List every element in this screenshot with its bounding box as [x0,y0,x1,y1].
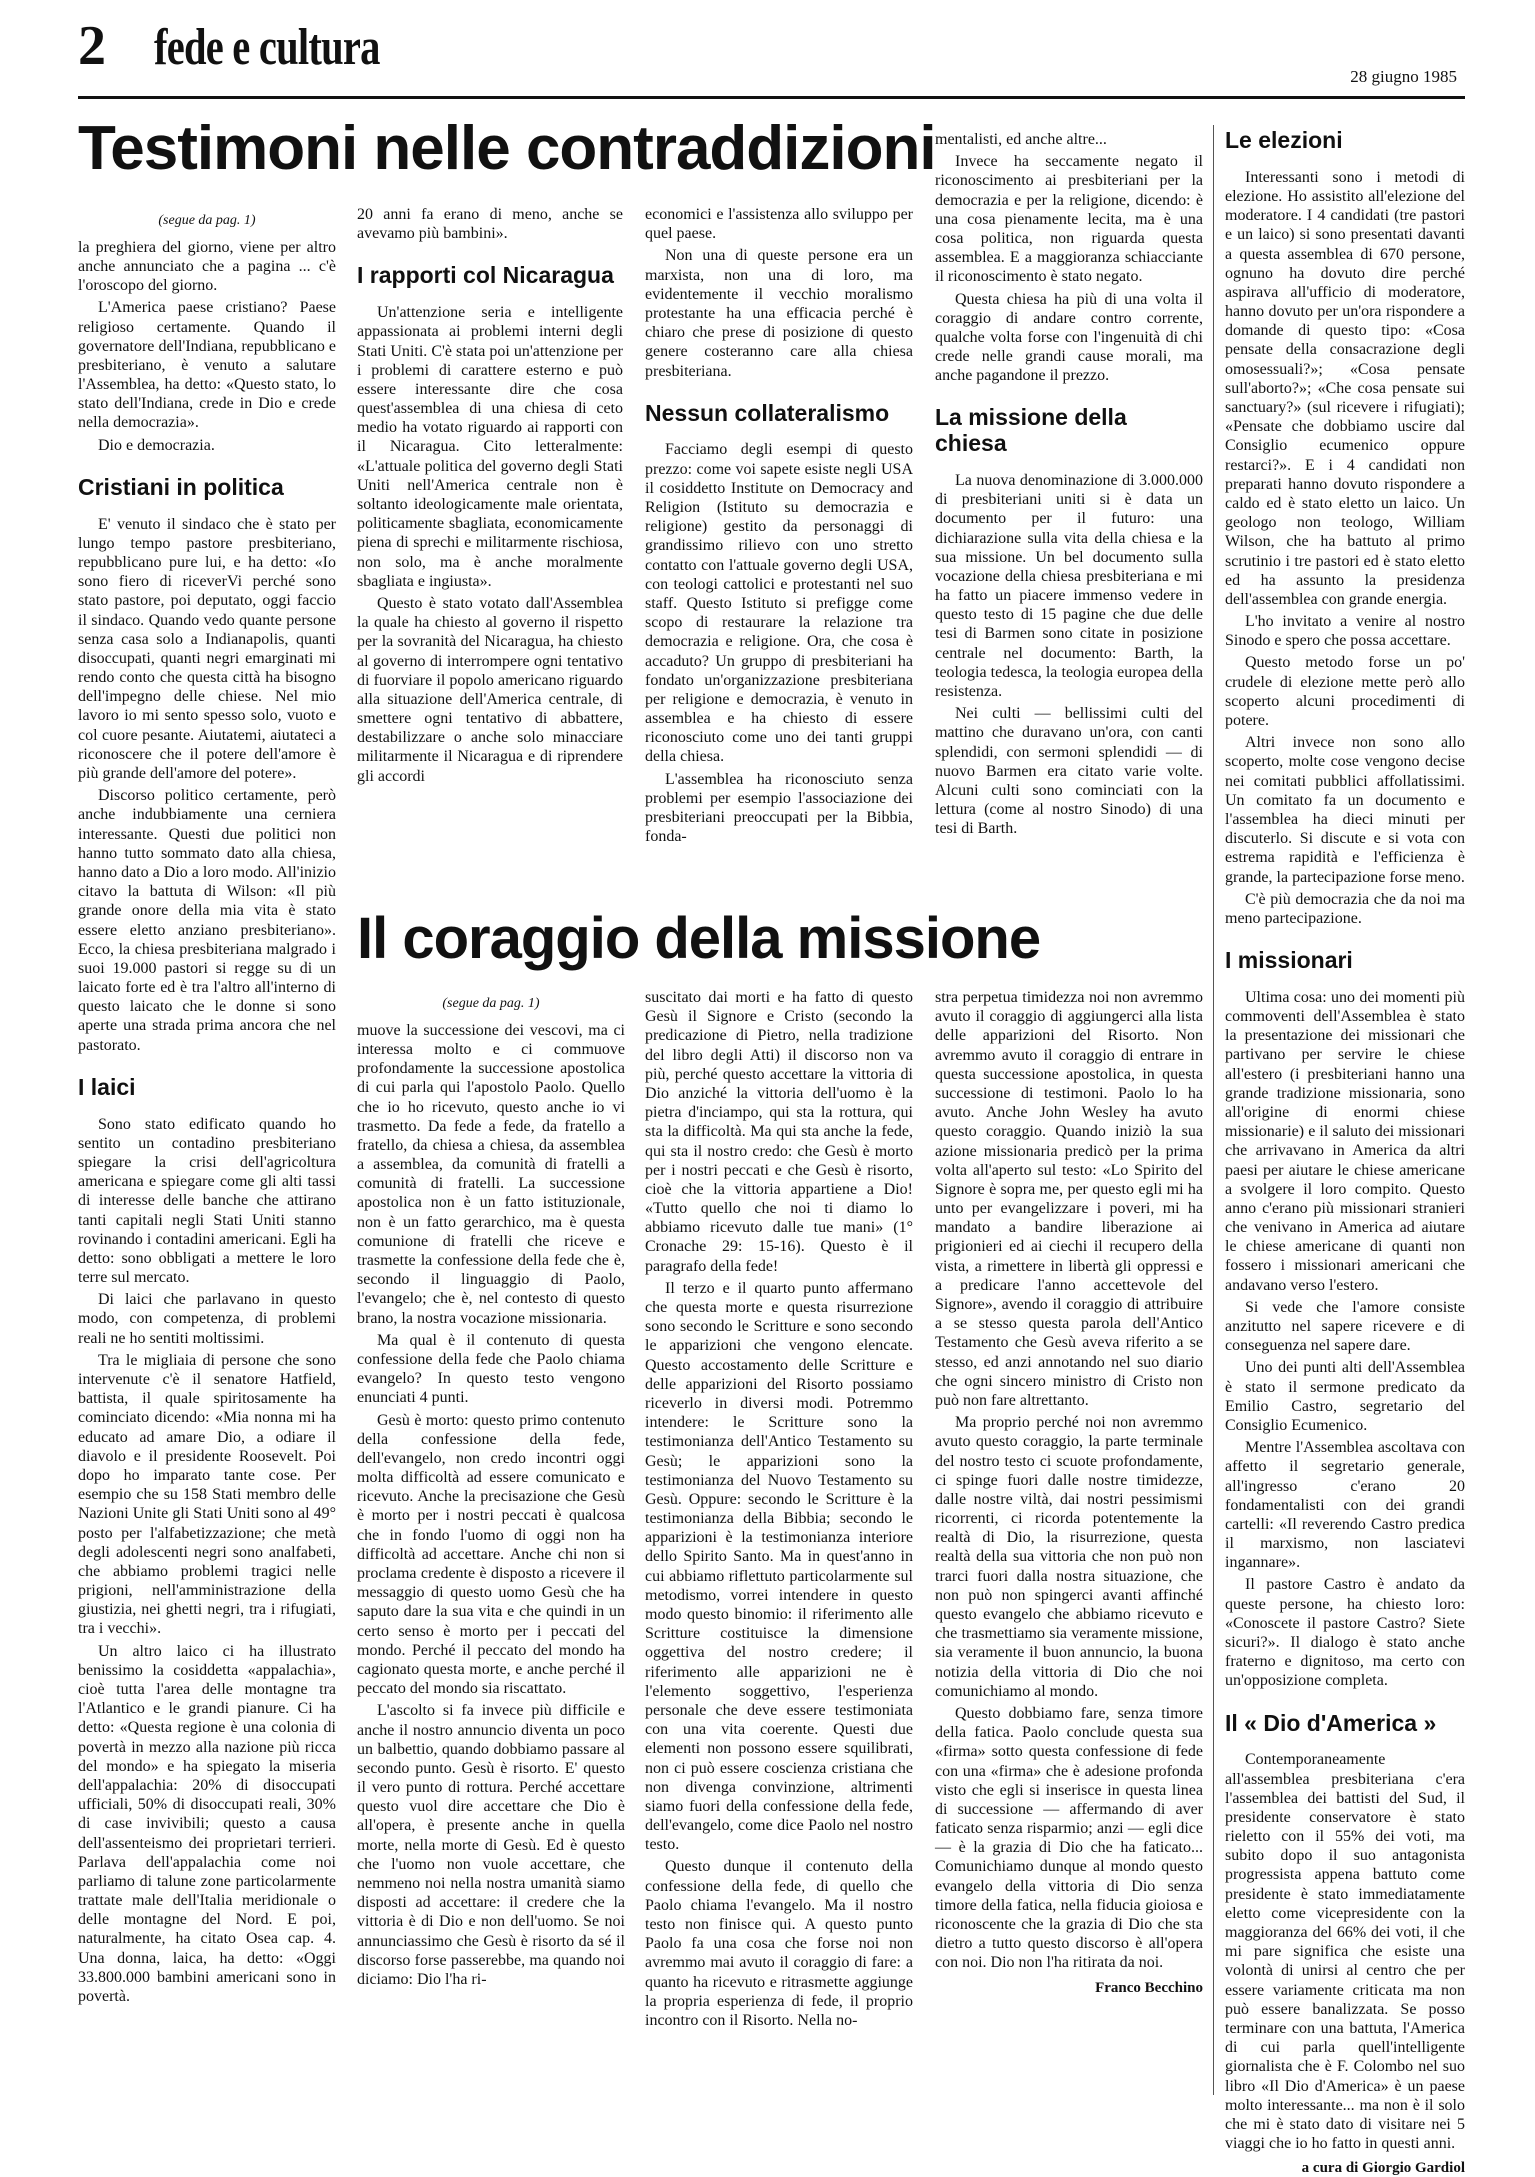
paragraph: Uno dei punti alti dell'Assemblea è stato il sermone predicato da Emilio Castro, segretario del Consiglio Ecumenico. [1225,1359,1465,1434]
signature: a cura di Giorgio Gardiol [1301,2160,1465,2177]
paragraph: Dio e democrazia. [98,436,215,454]
paragraph: Ma proprio perché noi non avremmo avuto questo coraggio, la parte terminale del nostro testo ci scuote profondamente, ci spinge fuori dalle nostre timidezze, dalle nostre viltà, dai nostri pessimismi ricorrenti, ci ricorda potentemente la realtà di Dio, la risurrezione, questa realtà della sua vittoria che non può non trarci fuori dalla nostra situazione, che non può non spingerci avanti affinché questo evangelo che abbiamo ricevuto e che trasmettiamo sia veramente missione, sia veramente il buon annuncio, la buona notizia della vittoria di Dio che noi comunichiamo al mondo. [935,1414,1203,1700]
subheading: I missionari [1225,947,1353,974]
paragraph: Discorso politico certamente, però anche indubbiamente una cerniera interessante. Questi due politici non hanno tutto sommato dato alla chiesa, hanno dato a Dio a loro modo. All'inizio citavo la battuta di Wilson: «Il più grande onore della mia vita è stato essere eletto anziano presbiteriano». Ecco, la chiesa presbiteriana malgrado i suoi 19.000 pastori si regge su di un laicato forte ed è tra l'altro all'interno di questo laicato che le donne si sono aperte una strada prima ancora che nel pastorato. [78,787,336,1054]
article1-headline: Testimoni nelle contraddizioni [78,114,936,183]
paragraph: stra perpetua timidezza noi non avremmo avuto il coraggio di aggiungerci alla lista delle apparizioni del Risorto. Non avremmo avuto il coraggio di entrare in questa successione apostolica, in questa successione di testimoni. Paolo lo ha avuto. Anche John Wesley ha avuto questo coraggio. Quando iniziò la sua azione missionaria predicò per la prima volta all'aperto sul testo: «Lo Spirito del Signore è sopra me, per questo egli mi ha unto per evangelizzare i poveri, mi ha mandato a bandire liberazione ai prigionieri ed ai ciechi il recupero della vista, a rimettere in libertà gli oppressi e a predicare l'anno accettevole del Signore», avendo il coraggio di attribuire a se stesso questa parola dell'Antico Testamento che Gesù aveva riferito a se stesso, ed anzi annotando nel suo diario che ogni sincero ministro di Cristo non può non fare altrettanto. [935,989,1203,1409]
paragraph: Interessanti sono i metodi di elezione. Ho assistito all'elezione del moderatore. I 4 candidati (tre pastori e un laico) si sono presentati davanti a questa assemblea di 670 persone, ognuno ha dovuto dire perché aspirava all'ufficio di moderatore, hanno dovuto per un'ora rispondere a domande di questo tipo: «Cosa pensate della consacrazione degli omosessuali?»; «Cosa pensate sull'aborto?»; «Che cosa pensate sui sanctuary?» (sul ricevere i rifugiati); «Pensate che dobbiamo uscire dal Consiglio ecumenico oppure restarci?». E i 4 candidati non preparati hanno dovuto rispondere a caldo ed è stato eletto un laico. Un geologo non teologo, William Wilson, che ha battuto al primo scrutinio i tre pastori ed è stato eletto ed ha assunto la presidenza dell'assemblea con grande energia. [1225,168,1465,608]
paragraph: suscitato dai morti e ha fatto di questo Gesù il Signore e Cristo (secondo la predicazione di Pietro, nella tradizione del libro degli Atti) il discorso non va più, perché questo accettare la vittoria di Dio anziché la vittoria dell'uomo è la pietra d'inciampo, qui sta la rottura, qui sta la difficoltà. Ma qui sta anche la fede, qui sta il nostro credo: che Gesù è morto per i nostri peccati e che Gesù è risorto, cioè che la vittoria appartiene a Dio! «Tutto quello che noi ti diamo lo abbiamo ricevuto dalle tue mani» (1° Cronache 29: 15-16). Questo è il paragrafo della fede! [645,989,913,1275]
paragraph: Gesù è morto: questo primo contenuto della confessione della fede, dell'evangelo, non credo incontri oggi molta difficoltà ad essere comunicato e ricevuto. Anche la precisazione che Gesù è morto per i nostri peccati è qualcosa che in fondo l'uomo di oggi non ha difficoltà ad accettare. Anche chi non si proclama credente è disposto a ricevere il messaggio di questo uomo Gesù che ha saputo dare la sua vita e che quindi in un certo senso è morto per i peccati del mondo. Perché il peccato del mondo ha cagionato questa morte, e anche perché il peccato del mondo sia riscattato. [357,1411,625,1698]
subheading: La missione della chiesa [935,404,1127,457]
continued-note: (segue da pag. 1) [158,213,256,228]
paragraph: Mentre l'Assemblea ascoltava con affetto il segretario generale, all'ingresso c'erano 20 fondamentalisti con dei grandi cartelli: «Il reverendo Castro predica il marxismo, non lasciatevi ingannare». [1225,1439,1465,1572]
paragraph: muove la successione dei vescovi, ma ci interessa molto e ci commuove profondamente la successione apostolica di cui parla qui l'apostolo Paolo. Quello che io ho ricevuto, questo anche io vi trasmetto. Da fede a fede, da fratello a fratello, da chiesa a chiesa, da assemblea a assemblea, da comunità di fratelli a comunità di fratelli. La successione apostolica non è un fatto istituzionale, non è un fatto gerarchico, ma è questa comunione di fratelli che riceve e trasmette la confessione della fede che è, secondo il linguaggio di Paolo, l'evangelo; che è, nel contesto di questo brano, la nostra vocazione missionaria. [357,1021,625,1327]
article2-headline: Il coraggio della missione [357,906,1041,971]
page-number: 2 [78,15,106,77]
subheading: Le elezioni [1225,127,1343,153]
subheading: Nessun collateralismo [645,399,890,426]
section-title: fede e cultura [154,19,380,76]
paragraph: L'ho invitato a venire al nostro Sinodo e spero che possa accettare. [1225,613,1465,650]
paragraph: Un altro laico ci ha illustrato benissimo la cosiddetta «appalachia», cioè tutta l'area delle montagne tra l'Atlantico e le grandi pianure. Ci ha detto: «Questa regione è una colonia di povertà in mezzo alla nazione più ricca del mondo» e ha spiegato la miseria dell'appalachia: 20% di disoccupati ufficiali, 50% di disoccupati reali, 30% di case invivibili; questo a causa dell'assenteismo dei proprietari terrieri. Parlava dell'appalachia come noi parliamo di talune zone particolarmente trattate male dell'Italia meridionale o delle montagne del Nord. E poi, naturalmente, ha citato Osea cap. 4. Una donna, laica, ha detto: «Oggi 33.800.000 bambini americani sono in povertà. [78,1642,336,2006]
paragraph: L'assemblea ha riconosciuto senza problemi per esempio l'associazione dei presbiteriani preoccupati per la Bibbia, fonda- [645,770,913,846]
paragraph: L'ascolto si fa invece più difficile e anche il nostro annuncio diventa un poco un balbettio, quando dobbiamo passare al secondo punto. Gesù è risorto. E' questo il vero punto di rottura. Perché accettare questo vuol dire accettare che Dio è all'opera, è presente anche in quella morte, nella morte di Gesù. Ed è questo che l'uomo non vuole accettare, che nemmeno noi nella nostra umanità siamo disposti ad accettare: il credere che la vittoria è di Dio e non dell'uomo. Se noi annunciassimo che Gesù è risorto da sé il discorso forse passerebbe, ma quando noi diciamo: Dio l'ha ri- [357,1702,625,1988]
paragraph: Non una di queste persone era un marxista, non una di loro, ma evidentemente il vecchio moralismo protestante ha una efficacia perché è chiaro che prese di posizione di questo genere costeranno care alla chiesa presbiteriana. [645,247,913,380]
masthead-rule [78,96,1465,99]
column-divider [1213,125,1214,2095]
paragraph: Altri invece non sono allo scoperto, molte cose vengono decise nei comitati pubblici affollatissimi. Un comitato fa un documento e l'assemblea ha dieci minuti per discuterlo. Si discute e si vota con estrema rapidità e l'efficienza è grande, la partecipazione forse meno. [1225,734,1465,886]
paragraph: Di laici che parlavano in questo modo, con competenza, di problemi reali ne ho sentiti moltissimi. [78,1291,336,1347]
paragraph: Facciamo degli esempi di questo prezzo: come voi sapete esiste negli USA il cosiddetto Institute on Democracy and Religion (Istituto su democrazia e religione) gestito da personaggi di grandissimo rilievo con uno stretto contatto con l'attuale governo degli USA, con teologi cattolici e protestanti nel suo staff. Questo Istituto si prefigge come scopo di restaurare la relazione tra democrazia e religione. Ora, che cosa è accaduto? Un gruppo di presbiteriani ha fondato un'organizzazione presbiteriana per religione e democrazia, è venuto in assemblea e ha chiesto di essere riconosciuto come uno dei tanti gruppi della chiesa. [645,441,913,766]
article1-column-2 [357,205,623,905]
paragraph: Tra le migliaia di persone che sono intervenute c'è il senatore Hatfield, battista, il quale spiritosamente ha cominciato dicendo: «Mia nonna mi ha educato ad amare Dio, a odiare il diavolo e il presidente Roosevelt. Poi dopo ho imparato tante cose. Per esempio che su 158 Stati membro delle Nazioni Unite gli Stati Uniti sono al 49° posto per l'alfabetizzazione; che metà degli adolescenti negri sono analfabeti, che abbiamo problemi tragici nelle prigioni, nell'amministrazione della giustizia, nei ghetti negri, tra i rifugiati, tra i vecchi». [78,1351,336,1638]
paragraph: C'è più democrazia che da noi ma meno partecipazione. [1225,890,1465,927]
sidebar-column [1225,127,1465,2177]
article1-column-4 [935,130,1203,905]
paragraph: economici e l'assistenza allo sviluppo per quel paese. [645,206,913,243]
paragraph: Ma qual è il contenuto di questa confessione della fede che Paolo chiama evangelo? In questo testo vengono enunciati 4 punti. [357,1331,625,1407]
subheading: Il « Dio d'America » [1225,1709,1437,1736]
paragraph: Invece ha seccamente negato il riconoscimento ai presbiteriani per la democrazia e per la religione, dicendo: è una cosa pienamente lecita, ma è una cosa politica, non riguarda questa assemblea. E a maggioranza schiacciante il riconoscimento è stato negato. [935,153,1203,286]
paragraph: La nuova denominazione di 3.000.000 di presbiteriani uniti si è data un documento per il futuro: una dichiarazione sulla vita della chiesa e la sua missione. Un bel documento sulla vocazione della chiesa presbiteriana e mi ha fatto un piacere immenso vedere in questo testo di 15 pagine che due delle tesi di Barmen sono citate in posizione centrale nel documento: Barth, la teologia tedesca, la teologia europea della resistenza. [935,471,1203,700]
subheading: Cristiani in politica [78,473,284,500]
continued-note: (segue da pag. 1) [442,996,540,1011]
paragraph: L'America paese cristiano? Paese religioso certamente. Quando il governatore dell'Indiana, repubblicano e presbiteriano, è venuto a salutare l'Assemblea, ha detto: «Questo stato, lo stato dell'Indiana, crede in Dio e crede nella democrazia». [78,299,336,432]
article2-column-1 [357,988,625,2098]
paragraph: Questo dobbiamo fare, senza timore della fatica. Paolo conclude questa sua «firma» sotto questa confessione di fede con una «firma» che è adesione profonda visto che egli si inserisce in questa linea di successione — affermando di aver faticato senza risparmio; anzi — egli dice — è la grazia di Dio che ha faticato... Comunichiamo dunque al mondo questo evangelo della vittoria di Dio senza timore della fatica, nella fiducia gioiosa e riconoscente che la grazia di Dio che sta dietro a tutto questo discorso è all'opera con noi. Dio non l'ha ritirata da noi. [935,1704,1203,1972]
paragraph: Sono stato edificato quando ho sentito un contadino presbiteriano spiegare la crisi dell'agricoltura americana e spiegare come gli alti tassi di interesse delle banche che attirano tanti capitali negli Stati Uniti stanno rovinando i contadini americani. Egli ha detto: sono obbligati a mettere le loro terre sul mercato. [78,1115,336,1287]
article1-column-1 [78,205,336,2035]
issue-date: 28 giugno 1985 [1350,67,1457,86]
paragraph: Un'attenzione seria e intelligente appassionata ai problemi interni degli Stati Uniti. C'è stata poi un'attenzione per i problemi di carattere esterno e può essere interessante dire che cosa quest'assemblea di una chiesa di ceto medio ha votato riguardo ai rapporti con il Nicaragua. Cito letteralmente: «L'attuale politica del governo degli Stati Uniti nell'America centrale non è soltanto ideologicamente male orientata, politicamente sbagliata, economicamente piena di sprechi e militarmente rischiosa, non solo, ma è anche moralmente sbagliata e ingiusta». [357,304,623,590]
paragraph: Questo dunque il contenuto della confessione della fede, di quello che Paolo chiama l'evangelo. Ma il nostro testo non finisce qui. A questo punto Paolo fa una cosa che forse noi non avremmo mai avuto il coraggio di fare: a quanto ha ricevuto e ritrasmette aggiunge la propria esperienza di fede, il proprio incontro con il Risorto. Nella no- [645,1858,913,2029]
paragraph: Il terzo e il quarto punto affermano che questa morte e questa risurrezione sono secondo le Scritture e sono secondo le apparizioni che vengono elencate. Questo accostamento delle Scritture e delle apparizioni del Risorto possiamo riceverlo in diversi modi. Potremmo intendere: le Scritture sono la testimonianza dell'Antico Testamento su Gesù; le apparizioni sono la testimonianza del Nuovo Testamento su Gesù. Oppure: secondo le Scritture è la testimonianza della Bibbia; secondo le apparizioni è la testimonianza interiore dello Spirito Santo. Ma in quest'anno in cui abbiamo riflettuto particolarmente sul metodismo, vorrei intendere in questo modo questo binomio: il riferimento alle Scritture costituisce la dimensione oggettiva del nostro credere; il riferimento alle apparizioni ne è l'elemento soggettivo, l'esperienza personale che deve essere testimoniata con una vita coerente. Questi due elementi non possono essere squilibrati, non ci può essere coscienza cristiana che non divenga convinzione, altrimenti siamo fuori della confessione della fede, dell'evangelo, come dice Paolo nel nostro testo. [645,1279,913,1854]
paragraph: 20 anni fa erano di meno, anche se avevamo più bambini». [357,206,623,243]
article1-column-3 [645,205,913,905]
subheading: I laici [78,1073,136,1100]
article2-column-2 [645,988,913,2098]
paragraph: Nei culti — bellissimi culti del mattino che duravano un'ora, con canti splendidi, con sermoni splendidi — di nuovo Barmen era citato varie volte. Alcuni culti sono cominciati con la lettura (come al nostro Sinodo) di una tesi di Barth. [935,705,1203,838]
paragraph: Si vede che l'amore consiste anzitutto nel sapere ricevere e di conseguenza nel sapere dare. [1225,1298,1465,1355]
paragraph: mentalisti, ed anche altre... [935,131,1107,148]
subheading: I rapporti col Nicaragua [357,262,614,289]
paragraph: la preghiera del giorno, viene per altro anche annunciato che a pagina ... c'è l'oroscopo del giorno. [78,238,336,295]
paragraph: Il pastore Castro è andato da queste persone, ha chiesto loro: «Conoscete il pastore Castro? Siete sicuri?». Il dialogo è stato anche fraterno e dignitoso, ma certo con un'opposizione completa. [1225,1576,1465,1690]
paragraph: Questo metodo forse un po' crudele di elezione mette però allo scoperto alcuni procedimenti di potere. [1225,654,1465,729]
paragraph: Ultima cosa: uno dei momenti più commoventi dell'Assemblea è stato la presentazione dei missionari che partivano per servire le chiese all'estero (i presbiteriani hanno una grande tradizione missionaria, sono all'origine di enormi chiese missionarie) e il saluto dei missionari che arrivavano in America da altri paesi per aiutare le chiese americane a svolgere il loro compito. Questo anno c'erano più missionari stranieri che venivano in America ad aiutare le chiese americane di quanti non fossero i missionari americani che andavano verso l'estero. [1225,988,1465,1294]
paragraph: Questo è stato votato dall'Assemblea la quale ha chiesto al governo il rispetto per la sovranità del Nicaragua, ha chiesto al governo di interrompere ogni tentativo di fuorviare il popolo americano riguardo alla situazione dell'America centrale, di smettere ogni tentativo di abbattere, destabilizzare o anche solo minacciare militarmente il Nicaragua e di riprendere gli accordi [357,594,623,785]
signature: Franco Becchino [1095,1979,1203,1996]
paragraph: Contemporaneamente all'assemblea presbiteriana c'era l'assemblea dei battisti del Sud, il presidente conservatore è stato rieletto con il 55% dei voti, ma subito dopo il suo antagonista progressista appena battuto come presidente è stato immediatamente eletto come vicepresidente con la maggioranza del 66% dei voti, il che mi pare significa che esiste una volontà di unirsi al centro che per essere variamente criticata ma non può essere banalizzata. Se posso terminare con una battuta, l'America di cui parla quell'intelligente giornalista che è F. Colombo nel suo libro «Il Dio d'America» è un paese molto interessante... ma non è il solo che mi è stato dato di visitare nei 5 viaggi che io ho fatto in questi anni. [1225,1751,1465,2153]
paragraph: E' venuto il sindaco che è stato per lungo tempo pastore presbiteriano, repubblicano pure lui, e ha detto: «Io sono fiero di riceverVi perché sono stato pastore, poi deputato, oggi faccio il sindaco. Quando vedo quante persone senza casa solo a Indianapolis, quanti disoccupati, quanti negri emarginati mi rendo conto che questa città ha bisogno dell'impegno delle chiese. Nel mio lavoro io mi sento spesso solo, vuoto e col cuore pesante. Aiutatemi, aiutateci a riconoscere che il potere dell'amore è più grande dell'amore del potere». [78,515,336,783]
article2-column-3 [935,988,1203,2098]
paragraph: Questa chiesa ha più di una volta il coraggio di andare contro corrente, qualche volta forse con l'ingenuità di chi crede nelle grandi cause morali, ma anche pagandone il prezzo. [935,290,1203,385]
